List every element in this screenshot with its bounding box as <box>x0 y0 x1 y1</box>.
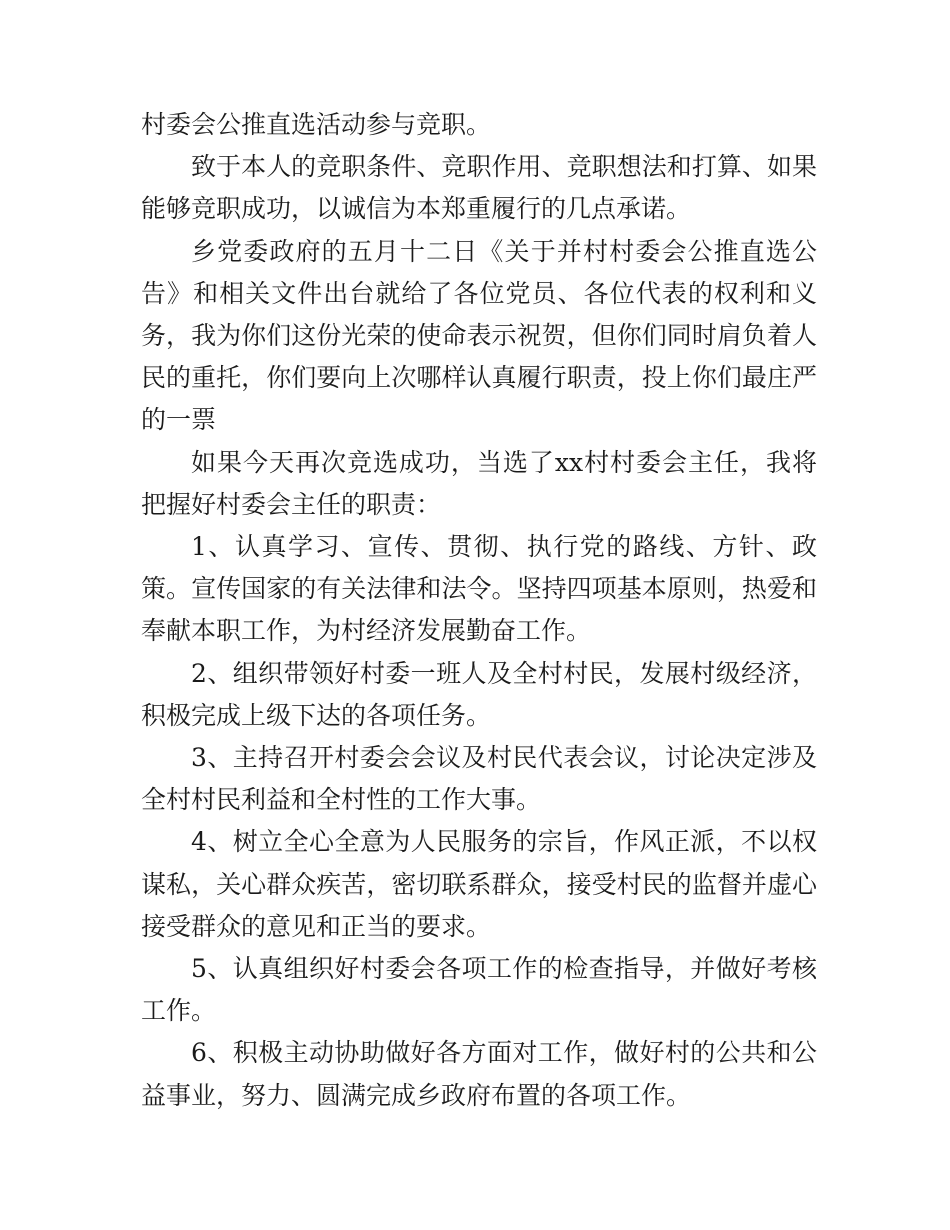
duty-item-6: 6、积极主动协助做好各方面对工作，做好村的公共和公益事业，努力、圆满完成乡政府布置的各项工作。 <box>141 1038 817 1110</box>
paragraph-3: 乡党委政府的五月十二日《关于并村村委会公推直选公告》和相关文件出台就给了各位党员、各位代表的权利和义务，我为你们这份光荣的使命表示祝贺，但你们同时肩负着人民的重托，你们要向上次哪样认真履行职责，投上你们最庄严的一票 <box>141 236 817 435</box>
duty-item-2: 2、组织带领好村委一班人及全村村民，发展村级经济，积极完成上级下达的各项任务。 <box>141 658 817 730</box>
document-body <box>141 104 817 1117</box>
duty-item-4: 4、树立全心全意为人民服务的宗旨，作风正派，不以权谋私，关心群众疾苦，密切联系群众，接受村民的监督并虚心接受群众的意见和正当的要求。 <box>141 827 817 941</box>
paragraph-2: 致于本人的竞职条件、竞职作用、竞职想法和打算、如果能够竞职成功，以诚信为本郑重履行的几点承诺。 <box>141 152 817 224</box>
duty-item-3: 3、主持召开村委会会议及村民代表会议，讨论决定涉及全村村民利益和全村性的工作大事。 <box>141 743 817 815</box>
paragraph-4: 如果今天再次竞选成功，当选了xx村村委会主任，我将把握好村委会主任的职责： <box>141 447 817 519</box>
paragraph-1: 村委会公推直选活动参与竞职。 <box>141 110 492 139</box>
duty-item-1: 1、认真学习、宣传、贯彻、执行党的路线、方针、政策。宣传国家的有关法律和法令。坚持四项基本原则，热爱和奉献本职工作，为村经济发展勤奋工作。 <box>141 532 817 646</box>
duty-item-5: 5、认真组织好村委会各项工作的检查指导，并做好考核工作。 <box>141 954 817 1026</box>
